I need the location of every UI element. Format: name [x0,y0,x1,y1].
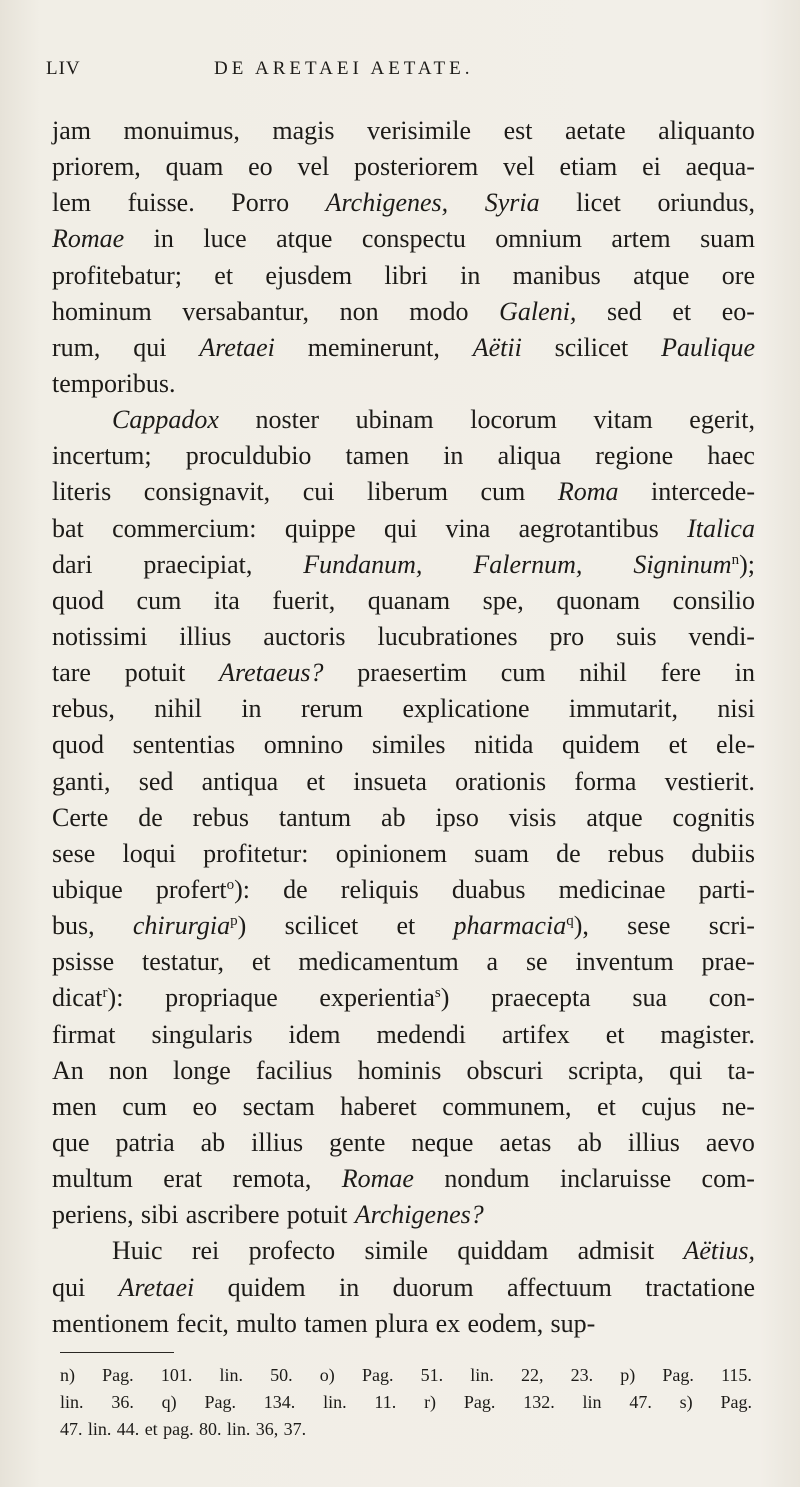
running-title: DE ARETAEI AETATE. [214,58,474,79]
text-line: tare potuit Aretaeus? praesertim cum nihil fere in [52,658,755,688]
text-line: quod cum ita fuerit, quanam spe, quonam consilio [52,585,755,615]
text-line: hominum versabantur, non modo Galeni, sed et eo- [52,296,755,326]
footnotes [60,1362,752,1443]
text-line: rebus, nihil in rerum explicatione immutarit, nisi [52,694,755,724]
text-line: Certe de rebus tantum ab ipso visis atque cognitis [52,802,755,832]
text-line: ubique profert$^o$): de reliquis duabus medicinae parti- [52,874,755,904]
text-line: Romae in luce atque conspectu omnium artem suam [52,224,755,254]
text-line: profitebatur; et ejusdem libri in manibus atque ore [52,260,755,290]
page-number: LIV [46,58,81,79]
footnote-rule [60,1352,174,1353]
text-line: rum, qui Aretaei meminerunt, Aëtii scilicet Paulique [52,332,755,362]
text-line: periens, sibi ascribere potuit Archigenes? [52,1200,484,1230]
text-line: incertum; proculdubio tamen in aliqua regione haec [52,441,755,471]
text-line: temporibus. [52,368,176,398]
text-line: sese loqui profitetur: opinionem suam de rebus dubiis [52,838,755,868]
text-line: qui Aretaei quidem in duorum affectuum tractatione [52,1272,755,1302]
text-line: dicat$^r$): propriaque experientia$^s$) praecepta sua con- [52,983,755,1013]
text-line: firmat singularis idem medendi artifex et magister. [52,1019,755,1049]
text-line: literis consignavit, cui liberum cum Roma intercede- [52,477,755,507]
text-line: bus, chirurgia$^p$) scilicet et pharmacia$^q$), sese scri- [52,911,755,941]
text-line: bat commercium: quippe qui vina aegrotantibus Italica [52,513,755,543]
text-line: men cum eo sectam haberet communem, et cujus ne- [52,1091,755,1121]
text-line: multum erat remota, Romae nondum inclaruisse com- [52,1164,755,1194]
text-line: priorem, quam eo vel posteriorem vel etiam ei aequa- [52,152,755,182]
text-line: ganti, sed antiqua et insueta orationis forma vestierit. [52,766,755,796]
footnote-line: lin. 36. q) Pag. 134. lin. 11. r) Pag. 132. lin 47. s) Pag. [60,1392,752,1412]
text-line: dari praecipiat, Fundanum, Falernum, Signinum$^n$); [52,549,755,579]
text-line: mentionem fecit, multo tamen plura ex eodem, sup- [52,1308,596,1338]
text-line: lem fuisse. Porro Archigenes, Syria licet oriundus, [52,188,755,218]
text-line: que patria ab illius gente neque aetas ab illius aevo [52,1127,755,1157]
text-line: Huic rei profecto simile quiddam admisit Aëtius, [112,1236,755,1266]
text-line: Cappadox noster ubinam locorum vitam egerit, [112,405,755,435]
text-line: quod sententias omnino similes nitida quidem et ele- [52,730,755,760]
text-line: notissimi illius auctoris lucubrationes pro suis vendi- [52,621,755,651]
footnote-line: n) Pag. 101. lin. 50. o) Pag. 51. lin. 22, 23. p) Pag. 115. [60,1365,752,1385]
text-line: An non longe facilius hominis obscuri scripta, qui ta- [52,1055,755,1085]
page-header [46,58,760,88]
footnote-line: 47. lin. 44. et pag. 80. lin. 36, 37. [60,1419,307,1439]
body-text [52,113,755,1342]
text-line: psisse testatur, et medicamentum a se inventum prae- [52,947,755,977]
text-line: jam monuimus, magis verisimile est aetate aliquanto [52,116,755,145]
